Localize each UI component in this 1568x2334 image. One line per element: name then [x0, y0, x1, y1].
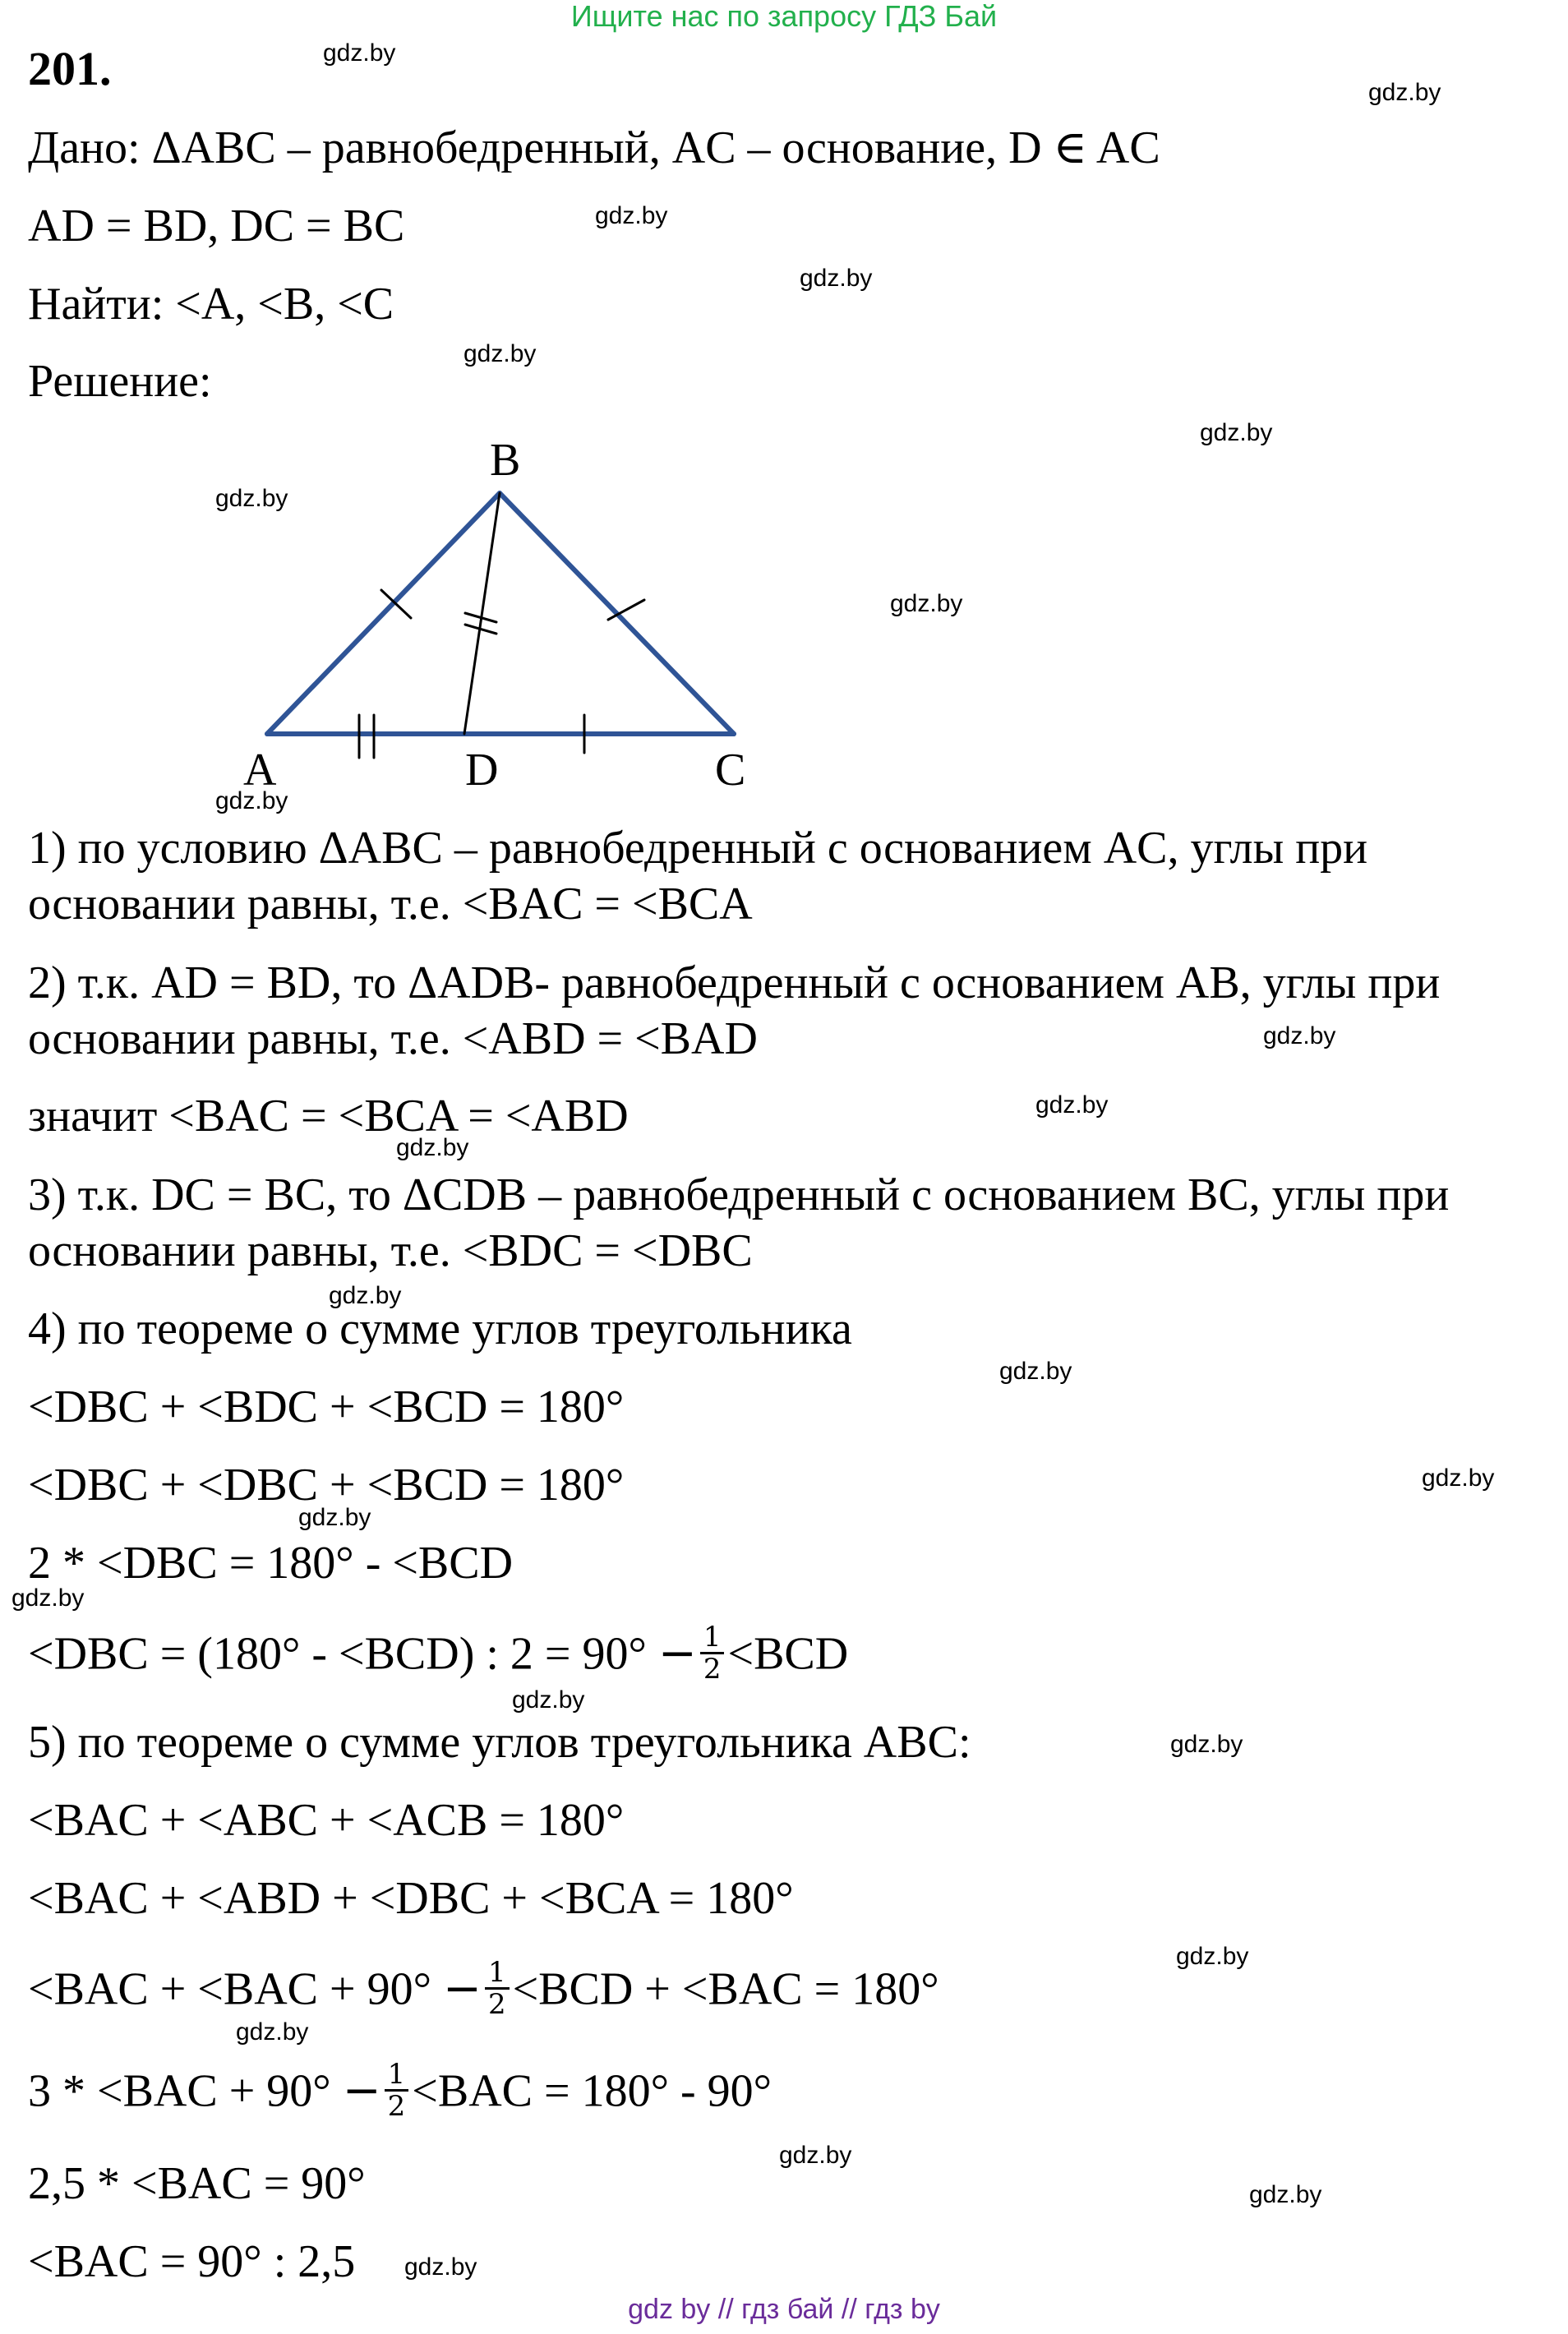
step1-line1: 1) по условию ΔABC – равнобедренный с основанием AC, углы при	[28, 823, 1368, 874]
solution-label: Решение:	[28, 356, 212, 407]
label-c: C	[715, 745, 746, 796]
equation-8-right: <BAC = 180° - 90°	[412, 2065, 772, 2117]
step1-line2: основании равны, т.е. <BAC = <BCA	[28, 879, 753, 929]
equation-4-left: <DBC = (180° - <BCD) : 2 = 90°	[28, 1628, 658, 1680]
equation-2: <DBC + <DBC + <BCD = 180°	[28, 1460, 625, 1511]
watermark: gdz.by	[1035, 1091, 1109, 1119]
fraction-one-half	[485, 1958, 510, 2019]
watermark: gdz.by	[329, 1282, 402, 1309]
minus-sign: −	[657, 1626, 697, 1681]
fraction-one-half	[385, 2060, 409, 2121]
find-line: Найти: <A, <B, <C	[28, 279, 394, 330]
watermark: gdz.by	[1422, 1465, 1495, 1492]
watermark: gdz.by	[890, 590, 963, 617]
watermark: gdz.by	[999, 1358, 1072, 1385]
fraction-one-half	[700, 1622, 725, 1684]
watermark: gdz.by	[595, 202, 668, 229]
step2-conclusion: значит <BAC = <BCA = <ABD	[28, 1091, 629, 1142]
fraction-numerator: 1	[700, 1622, 725, 1654]
watermark: gdz.by	[1200, 419, 1273, 446]
step3-line1: 3) т.к. DC = BC, то ΔCDB – равнобедренный с основанием BC, углы при	[28, 1169, 1450, 1220]
watermark: gdz.by	[463, 340, 537, 367]
watermark: gdz.by	[1176, 1943, 1249, 1970]
label-b: B	[490, 435, 521, 486]
segment-bd	[464, 493, 500, 734]
equation-3: 2 * <DBC = 180° - <BCD	[28, 1538, 514, 1589]
task-number: 201.	[28, 42, 112, 95]
equation-7	[28, 1956, 939, 2024]
watermark: gdz.by	[404, 2253, 477, 2281]
watermark: gdz.by	[396, 1134, 469, 1161]
fraction-denominator: 2	[487, 1988, 506, 2021]
step2-line2: основании равны, т.е. <ABD = <BAD	[28, 1013, 758, 1064]
watermark: gdz.by	[800, 265, 873, 292]
minus-sign: −	[342, 2064, 381, 2118]
watermark: gdz.by	[298, 1504, 371, 1531]
step2-line1: 2) т.к. AD = BD, то ΔADB- равнобедренный с основанием AB, углы при	[28, 957, 1441, 1008]
watermark: gdz.by	[215, 787, 288, 814]
bottom-banner[interactable]: gdz by // гдз бай // гдз by	[628, 2294, 940, 2325]
fraction-numerator: 1	[485, 1958, 510, 1990]
watermark: gdz.by	[779, 2142, 852, 2169]
equation-6: <BAC + <ABD + <DBC + <BCA = 180°	[28, 1873, 794, 1924]
top-banner[interactable]: Ищите нас по запросу ГДЗ Бай	[570, 0, 998, 33]
fraction-denominator: 2	[703, 1653, 722, 1686]
equation-7-left: <BAC + <BAC + 90°	[28, 1963, 444, 2015]
given-line-2: AD = BD, DC = BC	[28, 201, 405, 251]
equation-4	[28, 1621, 849, 1689]
watermark: gdz.by	[512, 1686, 585, 1714]
label-d: D	[465, 745, 499, 796]
watermark: gdz.by	[1249, 2181, 1322, 2208]
minus-sign: −	[443, 1962, 482, 2016]
watermark: gdz.by	[12, 1584, 85, 1612]
step4-line1: 4) по теореме о сумме углов треугольника	[28, 1303, 852, 1354]
tick-bd-2	[465, 625, 496, 634]
watermark: gdz.by	[323, 39, 396, 67]
fraction-denominator: 2	[387, 2090, 406, 2123]
equation-9: 2,5 * <BAC = 90°	[28, 2158, 366, 2209]
equation-10: <BAC = 90° : 2,5	[28, 2236, 356, 2287]
watermark: gdz.by	[1170, 1731, 1243, 1758]
side-ab	[267, 493, 500, 734]
watermark: gdz.by	[1263, 1022, 1336, 1049]
tick-bd-1	[465, 613, 496, 622]
equation-8-left: 3 * <BAC + 90°	[28, 2065, 343, 2117]
step3-line2: основании равны, т.е. <BDC = <DBC	[28, 1225, 753, 1276]
equation-1: <DBC + <BDC + <BCD = 180°	[28, 1381, 625, 1432]
step5-line1: 5) по теореме о сумме углов треугольника ABC:	[28, 1717, 971, 1768]
tick-bc	[608, 600, 644, 620]
equation-8	[28, 2058, 772, 2126]
equation-7-right: <BCD + <BAC = 180°	[512, 1963, 939, 2015]
given-line-1: Дано: ΔABC – равнобедренный, AC – основание, D ∈ AC	[28, 122, 1160, 173]
watermark: gdz.by	[1368, 79, 1441, 106]
label-a: A	[243, 745, 277, 796]
watermark: gdz.by	[236, 2018, 309, 2046]
equation-4-right: <BCD	[727, 1628, 849, 1680]
fraction-numerator: 1	[385, 2060, 409, 2092]
side-bc	[500, 493, 734, 734]
watermark: gdz.by	[215, 485, 288, 512]
equation-5: <BAC + <ABC + <ACB = 180°	[28, 1795, 625, 1846]
tick-ab	[381, 590, 411, 618]
